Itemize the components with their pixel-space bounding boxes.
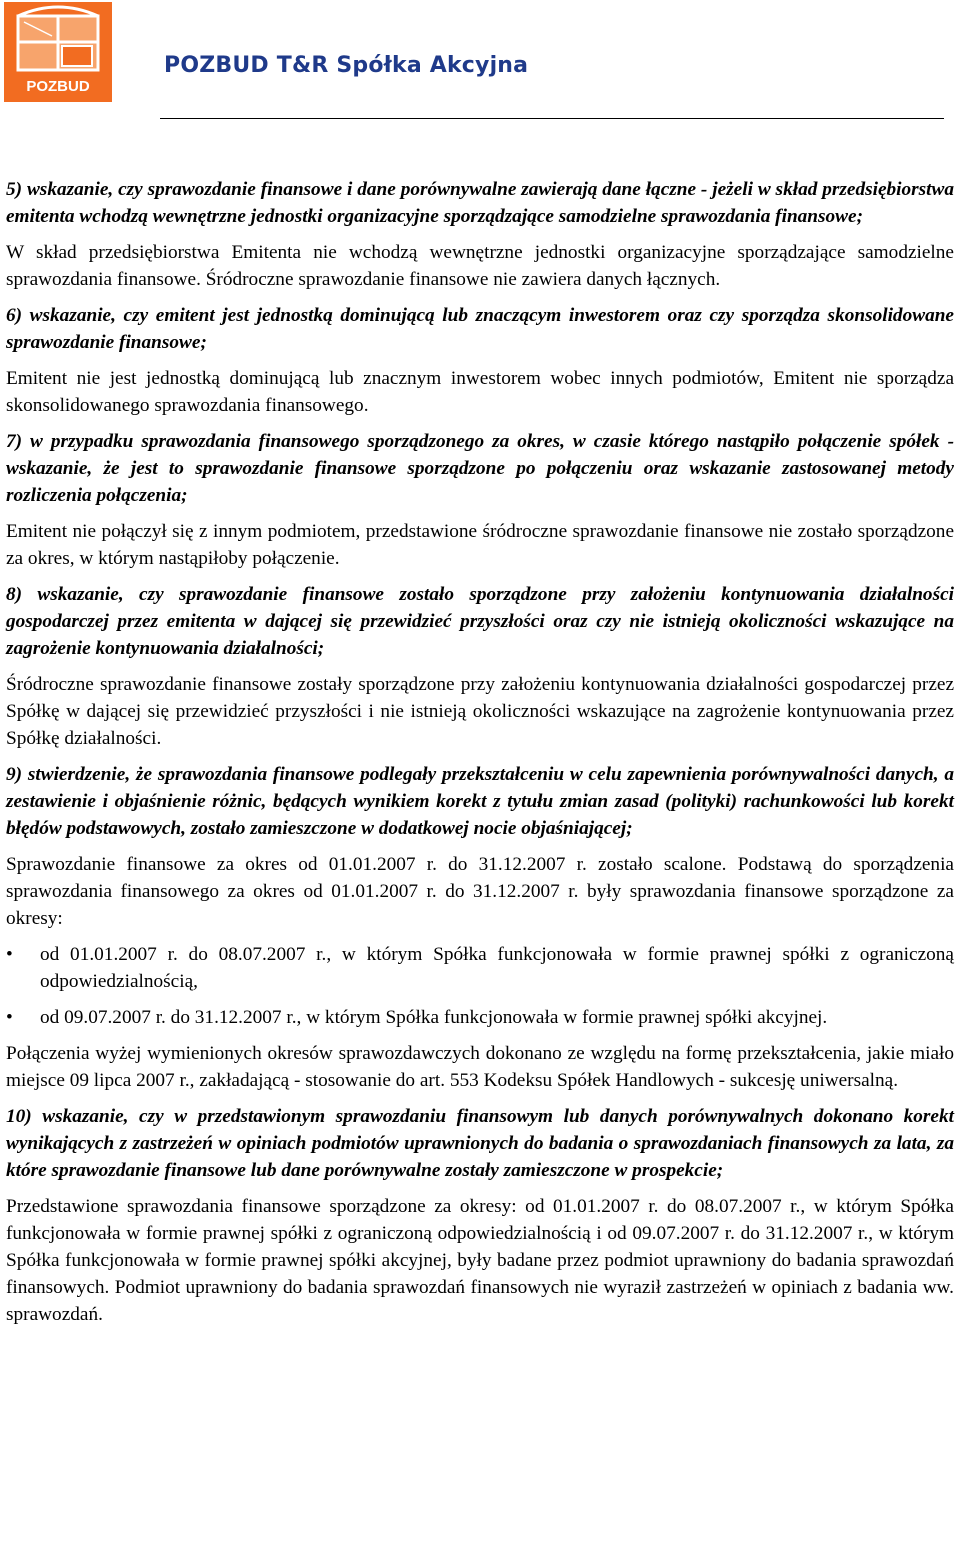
logo-text: POZBUD (26, 78, 90, 95)
company-name: POZBUD T&R Spółka Akcyjna (164, 53, 529, 78)
list-item (6, 1004, 954, 1031)
section-5-answer: W skład przedsiębiorstwa Emitenta nie wchodzą wewnętrzne jednostki organizacyjne sporządzające samodzielne sprawozdania finansowe. Śródroczne sprawozdanie finansowe nie zawiera danych łącznych. (6, 242, 954, 290)
document-body (6, 176, 954, 1337)
section-6-question: 6) wskazanie, czy emitent jest jednostką dominującą lub znaczącym inwestorem oraz czy sporządza skonsolidowane sprawozdanie finansowe; (6, 305, 954, 353)
section-10-question: 10) wskazanie, czy w przedstawionym sprawozdaniu finansowym lub danych porównywalnych dokonano korekt wynikających z zastrzeżeń w opiniach podmiotów uprawnionych do badania o sprawozdaniach finansowych za lata, za które sprawozdanie finansowe lub dane porównywalne zostały zamieszczone w prospekcie; (6, 1106, 954, 1181)
section-6-answer: Emitent nie jest jednostką dominującą lub znacznym inwestorem wobec innych podmiotów, Emitent nie sporządza skonsolidowanego sprawozdania finansowego. (6, 368, 954, 416)
section-9-bullet-list (6, 941, 954, 1031)
section-7-question: 7) w przypadku sprawozdania finansowego sporządzonego za okres, w czasie którego nastąpiło połączenie spółek - wskazanie, że jest to sprawozdanie finansowe sporządzone po połączeniu oraz wskazanie zastosowanej metody rozliczenia połączenia; (6, 431, 954, 506)
section-9-question: 9) stwierdzenie, że sprawozdania finansowe podlegały przekształceniu w celu zapewnienia porównywalności danych, a zestawienie i objaśnienie różnic, będących wynikiem korekt z tytułu zmian zasad (polityki) rachunkowości lub korekt błędów podstawowych, zostało zamieszczone w dodatkowej nocie objaśniającej; (6, 764, 954, 839)
pozbud-logo-icon (4, 2, 112, 102)
section-10-answer: Przedstawione sprawozdania finansowe sporządzone za okresy: od 01.01.2007 r. do 08.07.2007 r., w którym Spółka funkcjonowała w formie prawnej spółki z ograniczoną odpowiedzialnością i od 09.07.2007 r. do 31.12.2007 r., w którym Spółka funkcjonowała w formie prawnej spółki akcyjnej, były badane przez podmiot uprawniony do badania sprawozdań finansowych. Podmiot uprawniony do badania sprawozdań finansowych nie wyraził zastrzeżeń w opiniach z badania ww. sprawozdań. (6, 1196, 954, 1325)
page-header (4, 2, 944, 112)
list-item-text: od 09.07.2007 r. do 31.12.2007 r., w którym Spółka funkcjonowała w formie prawnej spółki akcyjnej. (40, 1007, 828, 1028)
bullet-icon: • (6, 1007, 13, 1028)
list-item-text: od 01.01.2007 r. do 08.07.2007 r., w którym Spółka funkcjonowała w formie prawnej spółki z ograniczoną odpowiedzialnością, (40, 944, 954, 992)
section-7-answer: Emitent nie połączył się z innym podmiotem, przedstawione śródroczne sprawozdanie finansowe nie zostało sporządzone za okres, w którym nastąpiłoby połączenie. (6, 521, 954, 569)
section-5-question: 5) wskazanie, czy sprawozdanie finansowe i dane porównywalne zawierają dane łączne - jeżeli w skład przedsiębiorstwa emitenta wchodzą wewnętrzne jednostki organizacyjne sporządzające samodzielne sprawozdania finansowe; (6, 179, 954, 227)
bullet-icon: • (6, 944, 13, 965)
list-item (6, 941, 954, 995)
section-9-answer: Sprawozdanie finansowe za okres od 01.01.2007 r. do 31.12.2007 r. zostało scalone. Podstawą do sporządzenia sprawozdania finansowego za okres od 01.01.2007 r. do 31.12.2007 r. były sprawozdania finansowe sporządzone za okresy: (6, 854, 954, 929)
header-rule (160, 118, 944, 119)
section-8-answer: Śródroczne sprawozdanie finansowe zostały sporządzone przy założeniu kontynuowania działalności gospodarczej przez Spółkę w dającej się przewidzieć przyszłości i nie istnieją okoliczności wskazujące na zagrożenie kontynuowania przez Spółkę działalności. (6, 674, 954, 749)
section-8-question: 8) wskazanie, czy sprawozdanie finansowe zostało sporządzone przy założeniu kontynuowania działalności gospodarczej przez emitenta w dającej się przewidzieć przyszłości oraz czy nie istnieją okoliczności wskazujące na zagrożenie kontynuowania działalności; (6, 584, 954, 659)
section-9-answer-continued: Połączenia wyżej wymienionych okresów sprawozdawczych dokonano ze względu na formę przekształcenia, jakie miało miejsce 09 lipca 2007 r., zakładającą - stosowanie do art. 553 Kodeksu Spółek Handlowych - sukcesję uniwersalną. (6, 1043, 954, 1091)
